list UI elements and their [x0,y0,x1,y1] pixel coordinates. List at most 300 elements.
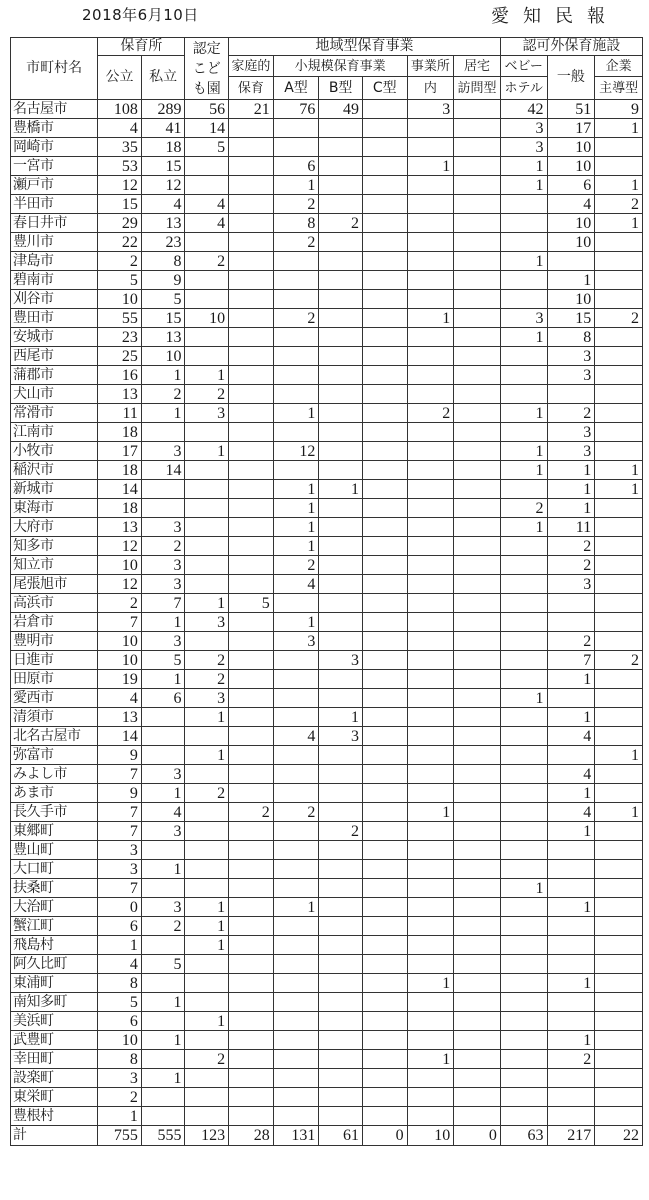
corporate-cell: 9 [595,100,643,119]
corporate-cell [595,290,643,309]
general-cell [547,689,595,708]
municipality-cell: 春日井市 [11,214,98,233]
kodomoen-cell [185,480,229,499]
general-cell: 10 [547,233,595,252]
municipality-cell: 弥富市 [11,746,98,765]
public-cell: 25 [98,347,142,366]
public-cell: 11 [98,404,142,423]
kodomoen-cell [185,1088,229,1107]
kodomoen-cell [185,157,229,176]
municipality-cell: 阿久比町 [11,955,98,974]
small-c-cell [362,1050,407,1069]
small-a-cell [273,1031,319,1050]
private-cell: 2 [141,537,185,556]
general-cell: 1 [547,708,595,727]
table-row [11,518,643,537]
home-visit-cell [454,233,501,252]
public-cell: 12 [98,176,142,195]
workplace-cell [407,119,454,138]
family-care-cell [229,860,274,879]
small-c-cell [362,1088,407,1107]
workplace-cell: 1 [407,803,454,822]
kodomoen-cell: 5 [185,138,229,157]
small-c-cell [362,746,407,765]
small-c-cell [362,860,407,879]
small-b-cell [319,119,363,138]
municipality-cell: 名古屋市 [11,100,98,119]
workplace-cell [407,879,454,898]
baby-hotel-cell [500,613,547,632]
small-b-cell: 2 [319,214,363,233]
workplace-cell [407,461,454,480]
workplace-cell [407,499,454,518]
small-b-cell [319,1031,363,1050]
family-care-cell [229,1107,274,1126]
baby-hotel-cell: 3 [500,309,547,328]
municipality-cell: 尾張旭市 [11,575,98,594]
table-row [11,879,643,898]
table-row [11,575,643,594]
small-a-cell: 1 [273,898,319,917]
baby-hotel-cell [500,803,547,822]
corporate-cell [595,822,643,841]
general-cell: 10 [547,157,595,176]
small-a-cell [273,917,319,936]
small-b-cell [319,784,363,803]
kodomoen-cell [185,822,229,841]
kodomoen-cell: 1 [185,917,229,936]
home-visit-cell [454,841,501,860]
general-cell: 10 [547,214,595,233]
small-a-cell [273,689,319,708]
home-visit-cell [454,157,501,176]
small-a-cell [273,784,319,803]
home-visit-cell [454,309,501,328]
baby-hotel-cell: 1 [500,176,547,195]
family-care-cell [229,480,274,499]
corporate-cell [595,366,643,385]
small-a-cell: 1 [273,404,319,423]
kodomoen-cell: 1 [185,936,229,955]
small-a-cell [273,271,319,290]
public-cell: 4 [98,689,142,708]
small-c-cell [362,1107,407,1126]
home-visit-cell [454,860,501,879]
table-row [11,594,643,613]
small-c-cell [362,765,407,784]
public-cell: 10 [98,1031,142,1050]
kodomoen-cell [185,993,229,1012]
small-a-cell [273,860,319,879]
home-visit-cell [454,955,501,974]
municipality-cell: 瀬戸市 [11,176,98,195]
family-care-cell: 21 [229,100,274,119]
baby-hotel-cell [500,841,547,860]
kodomoen-cell: 2 [185,385,229,404]
baby-hotel-cell [500,347,547,366]
type-a-header: A型 [273,77,319,100]
workplace-cell [407,689,454,708]
private-cell: 7 [141,594,185,613]
general-cell: 11 [547,518,595,537]
small-b-cell [319,993,363,1012]
small-b-cell [319,518,363,537]
small-c-cell [362,328,407,347]
family-care-cell [229,1031,274,1050]
baby-hotel-cell [500,955,547,974]
kodomoen-cell [185,271,229,290]
small-b-cell [319,195,363,214]
type-b-header: B型 [319,77,363,100]
private-cell [141,1107,185,1126]
small-a-cell: 6 [273,157,319,176]
table-row [11,499,643,518]
baby-hotel-cell [500,214,547,233]
general-cell [547,594,595,613]
small-a-cell [273,347,319,366]
corporate-cell [595,841,643,860]
family-care-header-line2: 保育 [229,77,274,100]
baby-hotel-cell: 1 [500,252,547,271]
workplace-cell [407,784,454,803]
home-visit-cell [454,936,501,955]
private-cell [141,499,185,518]
small-c-cell [362,271,407,290]
kodomoen-cell: 2 [185,1050,229,1069]
municipality-cell: 北名古屋市 [11,727,98,746]
family-care-cell [229,1069,274,1088]
public-cell: 14 [98,480,142,499]
small-a-cell: 2 [273,195,319,214]
baby-hotel-cell [500,385,547,404]
baby-hotel-cell [500,1069,547,1088]
kodomoen-cell: 10 [185,309,229,328]
general-cell: 4 [547,803,595,822]
family-care-cell [229,271,274,290]
workplace-cell [407,708,454,727]
small-b-cell [319,1050,363,1069]
baby-hotel-cell [500,898,547,917]
table-row [11,974,643,993]
municipality-cell: 美浜町 [11,1012,98,1031]
municipality-cell: 設楽町 [11,1069,98,1088]
small-c-cell [362,195,407,214]
private-cell: 1 [141,404,185,423]
family-care-cell [229,404,274,423]
private-cell [141,1088,185,1107]
kodomoen-cell [185,499,229,518]
general-cell: 4 [547,195,595,214]
corporate-cell: 1 [595,461,643,480]
family-care-cell [229,841,274,860]
public-cell: 2 [98,594,142,613]
corporate-cell: 22 [595,1126,643,1146]
family-care-cell [229,651,274,670]
public-header: 公立 [98,56,142,100]
small-c-cell [362,575,407,594]
small-b-cell [319,632,363,651]
family-care-cell [229,499,274,518]
kodomoen-cell: 2 [185,670,229,689]
home-visit-cell [454,575,501,594]
general-cell [547,936,595,955]
home-visit-cell [454,100,501,119]
family-care-cell [229,176,274,195]
municipality-cell: 一宮市 [11,157,98,176]
small-b-cell: 1 [319,708,363,727]
public-cell: 9 [98,784,142,803]
small-b-cell [319,1069,363,1088]
baby-hotel-cell [500,271,547,290]
small-a-cell: 1 [273,537,319,556]
public-cell: 6 [98,1012,142,1031]
table-row [11,461,643,480]
small-c-cell [362,214,407,233]
baby-hotel-cell [500,860,547,879]
municipality-cell: 愛西市 [11,689,98,708]
municipality-cell: 幸田町 [11,1050,98,1069]
private-cell [141,936,185,955]
municipality-cell: 稲沢市 [11,461,98,480]
table-row [11,822,643,841]
private-cell: 10 [141,347,185,366]
small-c-cell [362,689,407,708]
family-care-cell [229,575,274,594]
small-b-cell [319,955,363,974]
private-cell: 8 [141,252,185,271]
general-cell: 3 [547,347,595,366]
small-c-cell [362,119,407,138]
home-visit-cell [454,138,501,157]
corporate-cell [595,917,643,936]
small-b-cell: 2 [319,822,363,841]
corporate-cell [595,1050,643,1069]
small-a-cell [273,385,319,404]
public-cell: 3 [98,860,142,879]
small-c-cell [362,936,407,955]
private-cell: 1 [141,784,185,803]
table-row [11,176,643,195]
private-cell: 1 [141,1031,185,1050]
general-cell [547,993,595,1012]
public-cell: 13 [98,385,142,404]
workplace-cell [407,993,454,1012]
home-visit-cell [454,442,501,461]
private-cell: 14 [141,461,185,480]
workplace-cell [407,860,454,879]
table-row [11,1031,643,1050]
family-care-cell [229,309,274,328]
small-c-cell [362,423,407,442]
corporate-cell [595,1088,643,1107]
general-cell: 4 [547,727,595,746]
unlicensed-facility-header: 認可外保育施設 [500,38,642,56]
home-visit-cell [454,366,501,385]
kodomoen-cell [185,328,229,347]
table-row [11,309,643,328]
corporate-cell [595,385,643,404]
public-cell: 4 [98,119,142,138]
small-c-cell [362,1031,407,1050]
municipality-cell: 東郷町 [11,822,98,841]
municipality-cell: 岡崎市 [11,138,98,157]
small-b-cell [319,233,363,252]
small-c-cell [362,993,407,1012]
municipality-cell: 犬山市 [11,385,98,404]
workplace-cell [407,423,454,442]
family-care-cell [229,784,274,803]
private-cell [141,746,185,765]
general-cell: 3 [547,442,595,461]
corporate-cell [595,271,643,290]
private-cell: 3 [141,898,185,917]
corporate-cell [595,955,643,974]
kodomoen-cell [185,290,229,309]
small-a-cell [273,594,319,613]
home-visit-cell [454,651,501,670]
small-a-cell: 8 [273,214,319,233]
home-visit-cell [454,1012,501,1031]
private-cell: 2 [141,917,185,936]
kodomoen-cell: 1 [185,746,229,765]
municipality-cell: みよし市 [11,765,98,784]
table-row [11,670,643,689]
municipality-header: 市町村名 [11,38,98,100]
municipality-cell: 計 [11,1126,98,1146]
home-visit-cell [454,518,501,537]
municipality-cell: 江南市 [11,423,98,442]
home-visit-header-line2: 訪問型 [454,77,501,100]
family-care-cell [229,955,274,974]
workplace-cell [407,385,454,404]
public-cell: 18 [98,423,142,442]
corporate-cell [595,537,643,556]
private-cell: 1 [141,1069,185,1088]
kodomoen-cell [185,556,229,575]
public-cell: 53 [98,157,142,176]
home-visit-cell: 0 [454,1126,501,1146]
family-care-cell [229,746,274,765]
workplace-cell [407,442,454,461]
small-b-cell [319,594,363,613]
table-body [11,100,643,1146]
workplace-cell [407,632,454,651]
workplace-cell: 1 [407,1050,454,1069]
family-care-cell [229,689,274,708]
baby-hotel-cell [500,746,547,765]
workplace-cell [407,537,454,556]
small-b-cell [319,1012,363,1031]
table-row [11,746,643,765]
kodomoen-cell [185,765,229,784]
baby-hotel-cell: 1 [500,518,547,537]
private-cell: 1 [141,670,185,689]
family-care-cell [229,119,274,138]
small-a-cell [273,138,319,157]
baby-hotel-cell [500,784,547,803]
corporate-cell [595,689,643,708]
corporate-cell [595,670,643,689]
corporate-header-line2: 主導型 [595,77,643,100]
workplace-cell [407,594,454,613]
home-visit-cell [454,765,501,784]
municipality-cell: 津島市 [11,252,98,271]
small-b-cell: 49 [319,100,363,119]
municipality-cell: あま市 [11,784,98,803]
municipality-cell: 碧南市 [11,271,98,290]
private-cell: 1 [141,860,185,879]
small-c-cell [362,385,407,404]
municipality-cell: 常滑市 [11,404,98,423]
family-care-cell [229,157,274,176]
public-cell: 0 [98,898,142,917]
home-visit-cell [454,727,501,746]
general-cell: 2 [547,537,595,556]
private-cell: 1 [141,366,185,385]
private-cell: 3 [141,765,185,784]
workplace-cell [407,176,454,195]
small-c-cell [362,822,407,841]
workplace-cell [407,556,454,575]
table-row [11,480,643,499]
private-cell [141,1050,185,1069]
small-c-cell [362,651,407,670]
corporate-cell [595,784,643,803]
home-visit-cell [454,1107,501,1126]
baby-hotel-cell [500,765,547,784]
general-cell: 1 [547,499,595,518]
home-visit-cell [454,328,501,347]
home-visit-cell [454,898,501,917]
general-cell: 2 [547,1050,595,1069]
corporate-cell [595,404,643,423]
family-care-cell: 2 [229,803,274,822]
small-a-cell [273,879,319,898]
corporate-cell: 1 [595,119,643,138]
corporate-cell [595,993,643,1012]
baby-hotel-cell [500,822,547,841]
municipality-cell: 岩倉市 [11,613,98,632]
small-b-cell [319,385,363,404]
baby-hotel-cell [500,537,547,556]
public-cell: 5 [98,993,142,1012]
small-b-cell [319,860,363,879]
municipality-cell: 半田市 [11,195,98,214]
kodomoen-cell [185,974,229,993]
small-b-cell: 1 [319,480,363,499]
small-a-cell [273,1012,319,1031]
general-cell: 17 [547,119,595,138]
small-b-cell [319,252,363,271]
home-visit-cell [454,537,501,556]
general-cell [547,955,595,974]
small-a-cell [273,993,319,1012]
family-care-cell [229,556,274,575]
municipality-cell: 安城市 [11,328,98,347]
general-cell [547,879,595,898]
small-c-cell [362,157,407,176]
small-c-cell [362,670,407,689]
public-cell: 7 [98,765,142,784]
small-a-cell [273,1088,319,1107]
private-cell: 9 [141,271,185,290]
kodomoen-cell: 3 [185,404,229,423]
home-visit-cell [454,1050,501,1069]
small-c-cell [362,898,407,917]
family-care-cell [229,765,274,784]
kodomoen-cell: 1 [185,594,229,613]
table-row [11,404,643,423]
